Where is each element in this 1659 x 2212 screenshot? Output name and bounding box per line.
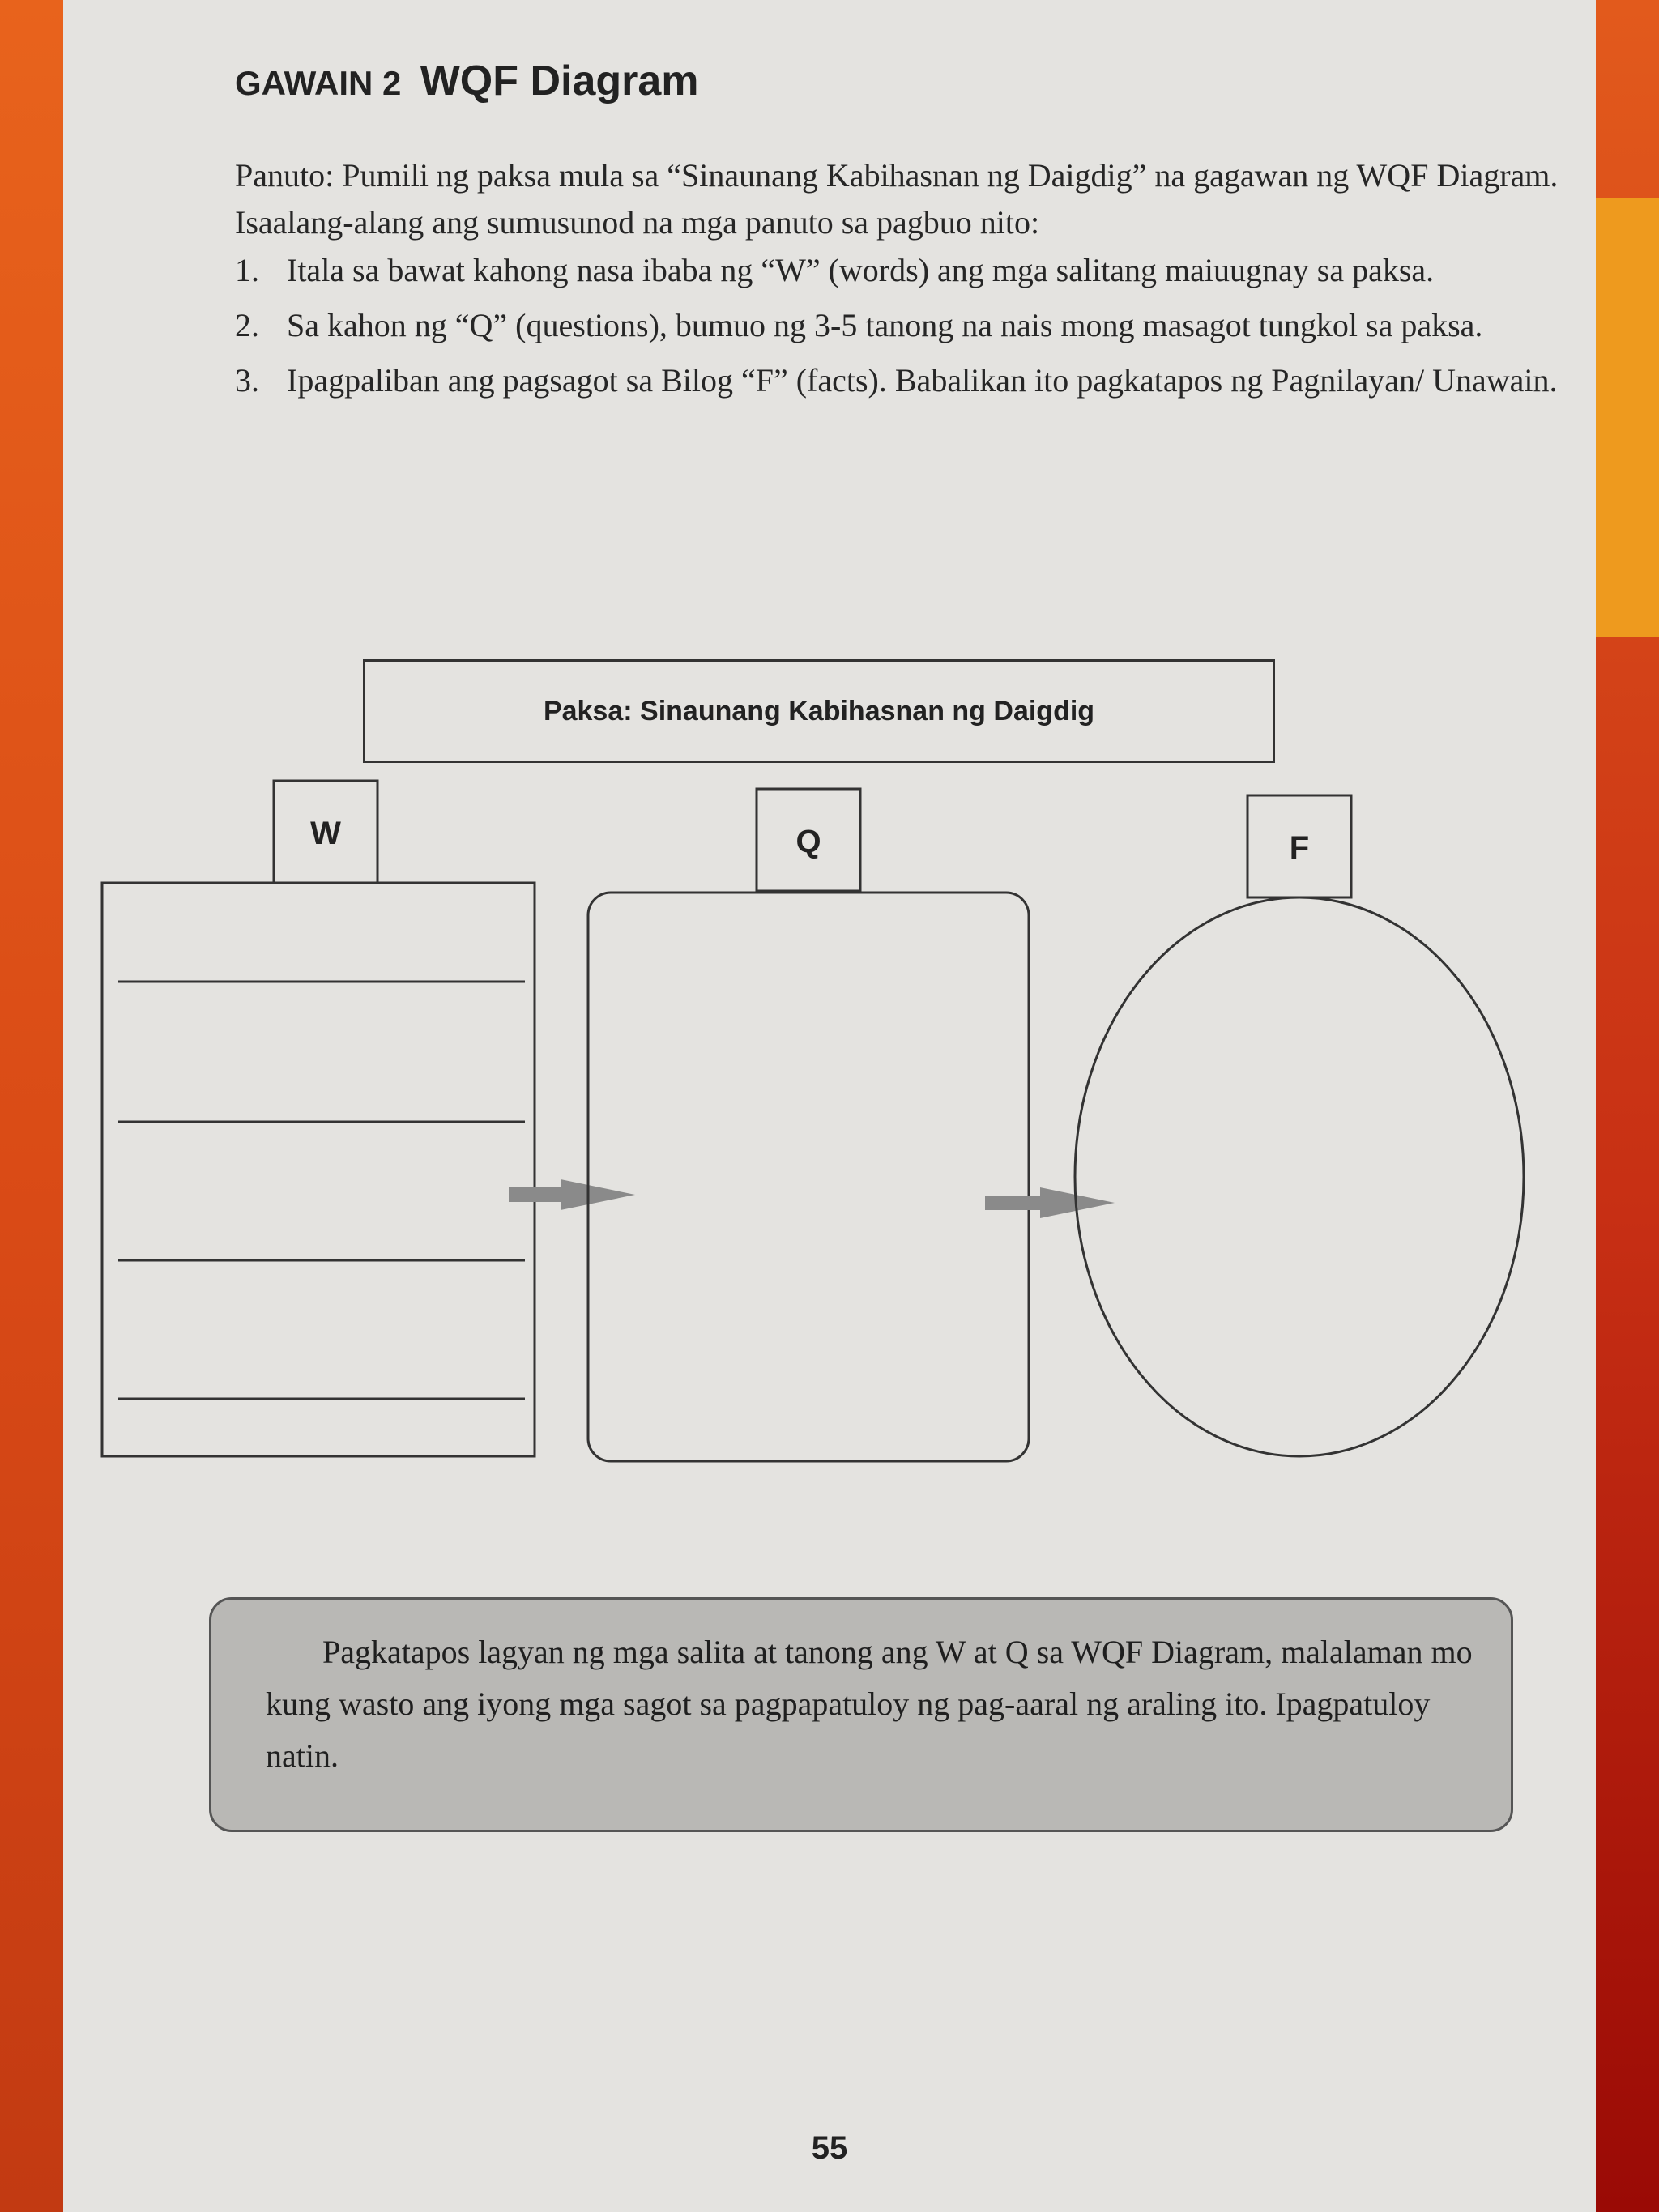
step-number: 1. (235, 252, 259, 288)
wqf-diagram (63, 0, 1596, 2212)
step-number: 3. (235, 362, 259, 399)
step-text: Ipagpaliban ang pagsagot sa Bilog “F” (facts). Babalikan ito pagkatapos ng Pagnilayan/ Unawain. (287, 362, 1558, 399)
w-words-box[interactable] (102, 883, 535, 1456)
instructions-intro: Panuto: Pumili ng paksa mula sa “Sinaunang Kabihasnan ng Daigdig” na gagawan ng WQF Diagram. Isaalang-alang ang sumusunod na mga panuto sa pagbuo nito: (235, 157, 1559, 241)
accent-tab (1596, 198, 1659, 637)
arrow-q-to-f (985, 1187, 1115, 1218)
step-number: 2. (235, 307, 259, 343)
note-text: Pagkatapos lagyan ng mga salita at tanong ang W at Q sa WQF Diagram, malalaman mo kung wasto ang iyong mga sagot sa pagpapatuloy ng pag-aaral ng araling ito. Ipagpatuloy natin. (266, 1634, 1473, 1774)
arrow-w-to-q (509, 1179, 635, 1210)
topic-label: Paksa: Sinaunang Kabihasnan ng Daigdig (543, 695, 1095, 727)
step-text: Sa kahon ng “Q” (questions), bumuo ng 3-5 tanong na nais mong masagot tungkol sa paksa. (287, 307, 1483, 343)
q-header-label: Q (795, 824, 821, 859)
f-facts-circle[interactable] (1075, 897, 1524, 1456)
q-questions-box[interactable] (588, 893, 1029, 1461)
w-header-label: W (310, 816, 341, 851)
f-header-label: F (1289, 830, 1310, 866)
activity-title: WQF Diagram (420, 58, 699, 104)
page-number: 55 (811, 2130, 848, 2166)
step-text: Itala sa bawat kahong nasa ibaba ng “W” (words) ang mga salitang maiuugnay sa paksa. (287, 252, 1435, 288)
activity-label: GAWAIN 2 (235, 64, 402, 102)
book-page (63, 0, 1596, 2212)
